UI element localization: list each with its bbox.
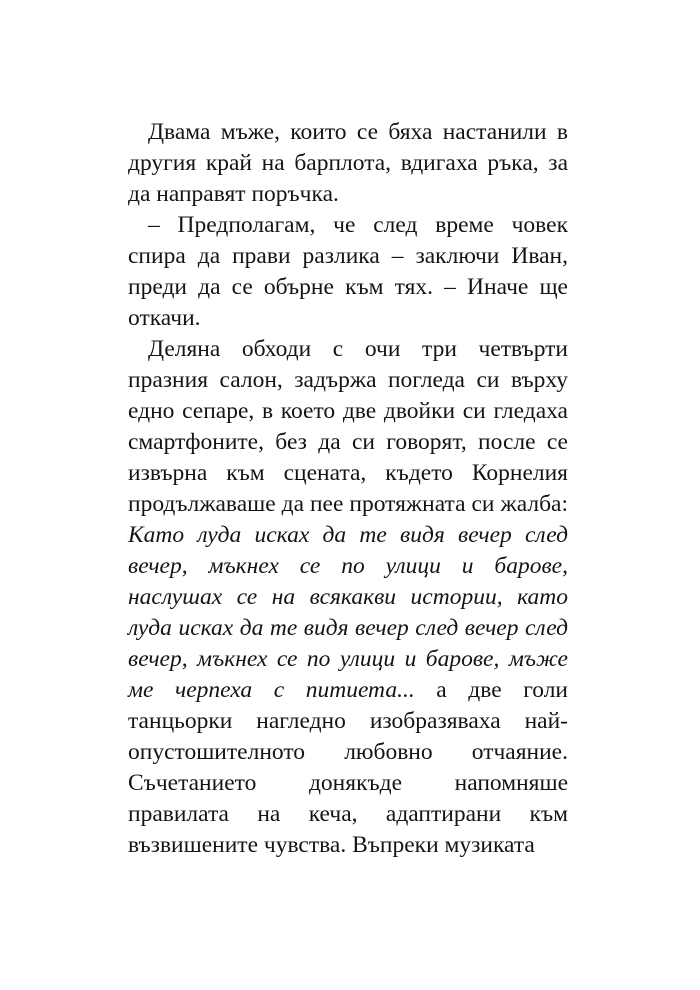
paragraph-1-text: Двама мъже, които се бяха настанили в другия край на барплота, вдигаха ръка, за да направят поръчка. (128, 119, 568, 207)
paragraph-2-text: – Предполагам, че след време човек спира да прави разлика – заключи Иван, преди да се обърне към тях. – Иначе ще откачи. (128, 212, 568, 331)
paragraph-3-text-after: а две голи танцьорки нагледно изобразяваха най-опустошителното любовно отчаяние. Съчетанието донякъде напомняше правилата на кеча, адаптирани към възвишените чувства. Въпреки музиката (128, 677, 569, 858)
paragraph-3-text-before: Деляна обходи с очи три четвърти празния салон, задържа погледа си върху едно сепаре, в което две двойки си гледаха смартфоните, без да си говорят, после се извърна към сцената, където Корнелия продължаваше да пее протяжната си жалба: (128, 336, 568, 517)
paragraph-2-dialogue (128, 210, 568, 334)
song-lyrics-quote: Като луда исках да те видя вечер след вечер, мъкнех се по улици и барове, наслушах се на всякакви истории, като луда исках да те видя вечер след вечер след вечер, мъкнех се по улици и барове, мъже ме черпеха с питиета... (128, 522, 568, 703)
paragraph-3 (128, 334, 568, 861)
paragraph-1 (128, 117, 568, 210)
book-page (128, 117, 568, 861)
